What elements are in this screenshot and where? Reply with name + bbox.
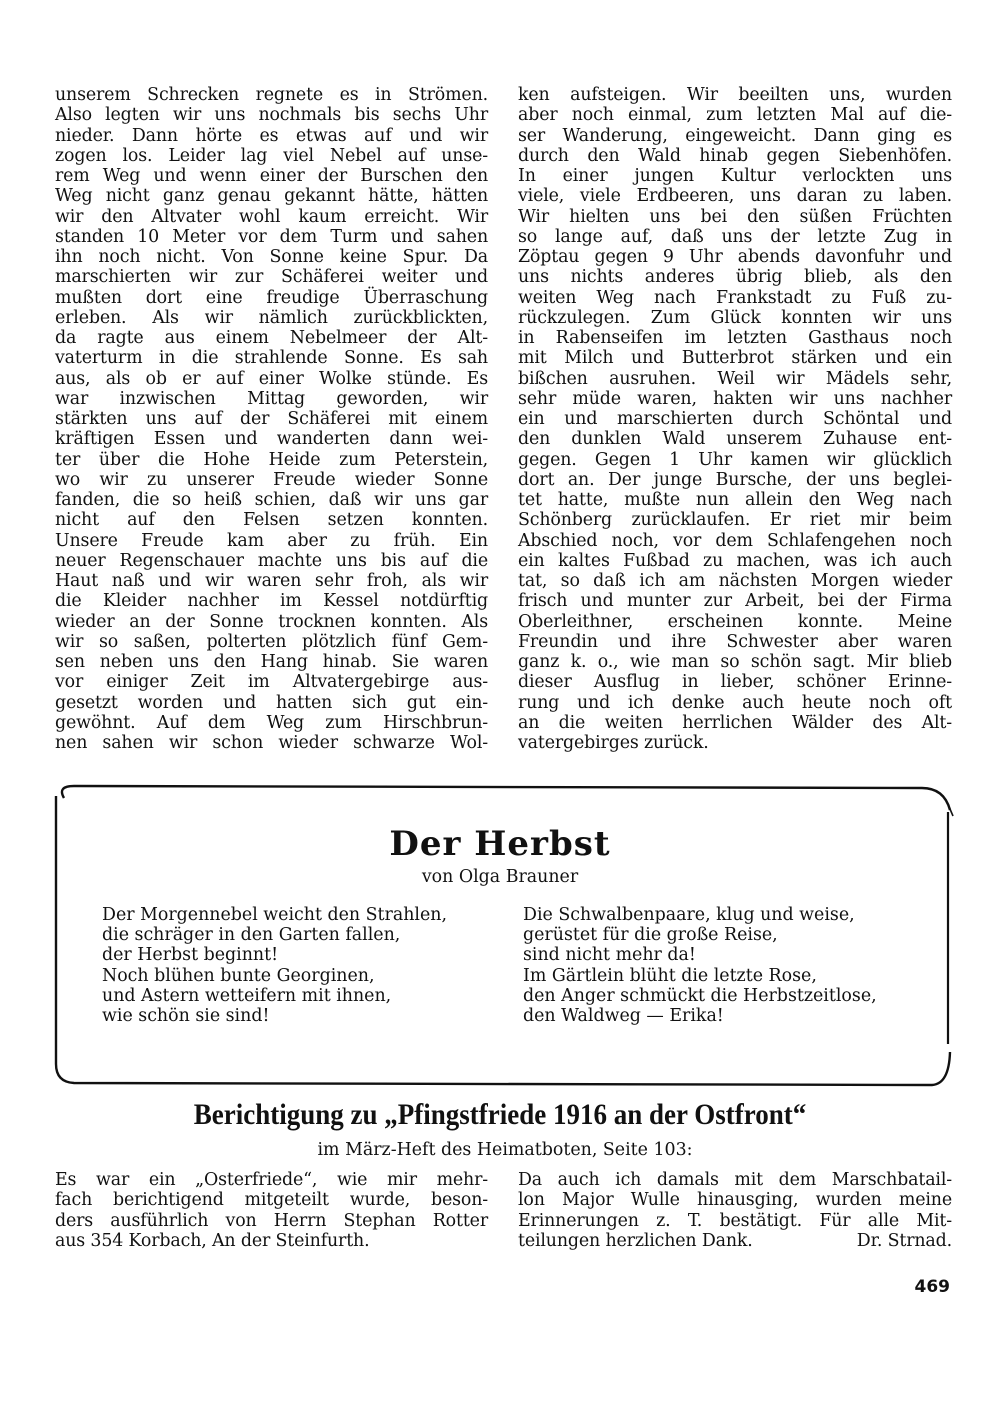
article-line: Freundin und ihre Schwester aber waren xyxy=(518,631,952,652)
article-line: sen neben uns den Hang hinab. Sie waren xyxy=(55,652,488,672)
article-line: gegen. Gegen 1 Uhr kamen wir glücklich xyxy=(518,449,952,470)
page-number: 469 xyxy=(914,1277,950,1297)
correction-last-line: teilungen herzlichen Dank. xyxy=(518,1230,753,1251)
correction-line: lon Major Wulle hinausging, wurden meine xyxy=(518,1190,952,1211)
poem-line: den Waldweg — Erika! xyxy=(523,1006,724,1027)
article-line: rückzulegen. Zum Glück konnten wir uns xyxy=(518,307,952,328)
poem-line: Die Schwalbenpaare, klug und weise, xyxy=(523,905,855,925)
article-line: Oberleithner, erscheinen konnte. Meine xyxy=(518,611,952,632)
article-line: wir so saßen, polterten plötzlich fünf Gem- xyxy=(55,631,488,652)
poem-line: die schräger in den Garten fallen, xyxy=(102,925,401,946)
correction-subtitle: im März-Heft des Heimatboten, Seite 103: xyxy=(317,1140,693,1160)
article-line: wir den Altvater wohl kaum erreicht. Wir xyxy=(55,206,488,227)
poem-line: wie schön sie sind! xyxy=(102,1006,270,1027)
article-line: ein kaltes Fußbad zu machen, was ich auch xyxy=(518,550,952,571)
article-line: Haut naß und wir waren sehr froh, als wir xyxy=(55,571,488,591)
article-line: durch den Wald hinab gegen Siebenhöfen. xyxy=(518,145,952,166)
article-line: vor einiger Zeit im Altvatergebirge aus- xyxy=(55,672,488,693)
article-line: unserem Schrecken regnete es in Strömen. xyxy=(55,85,488,105)
article-line: In einer jungen Kultur verlockten uns xyxy=(518,166,952,186)
poem-line: sind nicht mehr da! xyxy=(523,945,696,966)
poem-line: gerüstet für die große Reise, xyxy=(523,925,778,946)
poem-stanza-left xyxy=(102,905,447,1026)
article-line: marschierten wir zur Schäferei weiter und xyxy=(55,267,488,288)
article-line: nen sahen wir schon wieder schwarze Wol- xyxy=(55,733,488,753)
article-line: kräftigen Essen und wanderten dann wei- xyxy=(55,429,488,450)
article-line: Schönberg zurücklaufen. Er riet mir beim xyxy=(518,510,952,531)
article-line: in Rabenseifen im letzten Gasthaus noch xyxy=(518,328,952,348)
poem-line: der Herbst beginnt! xyxy=(102,945,279,966)
article-line: uns nichts anderes übrig blieb, als den xyxy=(518,267,952,288)
article-line: sehr müde waren, hakten wir uns nachher xyxy=(518,388,952,409)
poem-line: Der Morgennebel weicht den Strahlen, xyxy=(102,905,448,925)
article-line: ein und marschierten durch Schöntal und xyxy=(518,409,952,429)
article-line: rung und ich denke auch heute noch oft xyxy=(518,692,952,713)
correction-signoff xyxy=(518,1231,952,1251)
article-line: neuer Regenschauer machte uns bis auf die xyxy=(55,550,488,571)
article-line: viele, viele Erdbeeren, uns daran zu laben. xyxy=(518,186,952,207)
article-line: zogen los. Leider lag viel Nebel auf unse- xyxy=(55,145,488,166)
correction-line: aus 354 Korbach, An der Steinfurth. xyxy=(55,1230,370,1251)
article-line: ihn noch nicht. Von Sonne keine Spur. Da xyxy=(55,247,488,267)
article-line: nieder. Dann hörte es etwas auf und wir xyxy=(55,125,488,146)
poem-author: von Olga Brauner xyxy=(421,867,579,887)
article-line: gewöhnt. Auf dem Weg zum Hirschbrun- xyxy=(55,712,488,733)
correction-line: Es war ein „Osterfriede“, wie mir mehr- xyxy=(55,1170,488,1190)
correction-title: Berichtigung zu „Pfingstfriede 1916 an der Ostfront“ xyxy=(193,1098,807,1131)
article-line: erleben. Als wir nämlich zurückblickten, xyxy=(55,307,488,328)
article-line: mußten dort eine freudige Überraschung xyxy=(55,287,488,308)
article-line: standen 10 Meter vor dem Turm und sahen xyxy=(55,226,488,247)
article-line: war inzwischen Mittag geworden, wir xyxy=(55,388,488,409)
article-line: mit Milch und Butterbrot stärken und ein xyxy=(518,348,952,369)
article-line: so lange auf, daß uns der letzte Zug in xyxy=(518,226,952,247)
correction-line: Erinnerungen z. T. bestätigt. Für alle Mit- xyxy=(518,1210,952,1231)
article-line: Weg nicht ganz genau gekannt hätte, hätten xyxy=(55,186,488,207)
article-line: weiten Weg nach Frankstadt zu Fuß zu- xyxy=(518,287,952,308)
article-line: aber noch einmal, zum letzten Mal auf die- xyxy=(518,105,952,126)
article-line: vaterturm in die strahlende Sonne. Es sah xyxy=(55,348,488,369)
article-line: tet hatte, mußte nun allein den Weg nach xyxy=(518,490,952,510)
article-left-column xyxy=(55,85,488,753)
article-line: die Kleider nachher im Kessel notdürftig xyxy=(55,591,488,612)
article-line: nicht auf den Felsen setzen konnten. xyxy=(55,510,488,531)
article-right-column xyxy=(518,85,952,753)
article-line: rem Weg und wenn einer der Burschen den xyxy=(55,166,488,186)
article-line: ter über die Hohe Heide zum Peterstein, xyxy=(55,449,488,470)
article-line: bißchen ausruhen. Weil wir Mädels sehr, xyxy=(518,368,952,389)
article-line: fanden, die so heiß schien, daß wir uns gar xyxy=(55,490,488,510)
correction-left-column xyxy=(55,1170,488,1251)
article-line: Wir hielten uns bei den süßen Früchten xyxy=(518,206,952,227)
correction-signature: Dr. Strnad. xyxy=(856,1230,952,1251)
article-line: Zöptau gegen 9 Uhr abends davonfuhr und xyxy=(518,247,952,267)
article-line: gesetzt worden und hatten sich gut ein- xyxy=(55,692,488,713)
correction-line: ders ausführlich von Herrn Stephan Rotter xyxy=(55,1210,488,1231)
article-line: ken aufsteigen. Wir beeilten uns, wurden xyxy=(518,85,952,105)
article-line: da ragte aus einem Nebelmeer der Alt- xyxy=(55,328,488,348)
poem-line: Noch blühen bunte Georginen, xyxy=(102,965,375,986)
article-line: ser Wanderung, eingeweicht. Dann ging es xyxy=(518,125,952,146)
article-line: wo wir zu unserer Freude wieder Sonne xyxy=(55,469,488,490)
article-line: Also legten wir uns nochmals bis sechs Uhr xyxy=(55,105,488,126)
article-line: wieder an der Sonne trocknen konnten. Als xyxy=(55,611,488,632)
article-line: vatergebirges zurück. xyxy=(518,733,709,753)
correction-line: fach berichtigend mitgeteilt wurde, beson- xyxy=(55,1190,488,1211)
poem-title: Der Herbst xyxy=(389,824,611,864)
correction-line: Da auch ich damals mit dem Marschbatail- xyxy=(518,1170,952,1190)
article-line: den dunklen Wald unserem Zuhause ent- xyxy=(518,429,952,450)
article-line: ganz k. o., wie man so schön sagt. Mir blieb xyxy=(518,652,952,672)
poem-stanza-right xyxy=(523,905,877,1026)
poem-line: und Astern wetteifern mit ihnen, xyxy=(102,985,392,1006)
article-line: frisch und munter zur Arbeit, bei der Firma xyxy=(518,591,952,612)
correction-right-column xyxy=(518,1170,952,1251)
article-line: an die weiten herrlichen Wälder des Alt- xyxy=(518,712,952,733)
article-line: Abschied noch, vor dem Schlafengehen noch xyxy=(518,530,952,551)
poem-line: den Anger schmückt die Herbstzeitlose, xyxy=(523,985,877,1006)
article-line: stärkten uns auf der Schäferei mit einem xyxy=(55,409,488,429)
article-line: tat, so daß ich am nächsten Morgen wieder xyxy=(518,571,952,591)
article-line: dieser Ausflug in lieber, schöner Erinne- xyxy=(518,672,952,693)
article-line: dort an. Der junge Bursche, der uns beglei- xyxy=(518,469,952,490)
article-line: Unsere Freude kam aber zu früh. Ein xyxy=(55,530,488,551)
article-line: aus, als ob er auf einer Wolke stünde. Es xyxy=(55,368,488,389)
poem-line: Im Gärtlein blüht die letzte Rose, xyxy=(523,965,817,986)
